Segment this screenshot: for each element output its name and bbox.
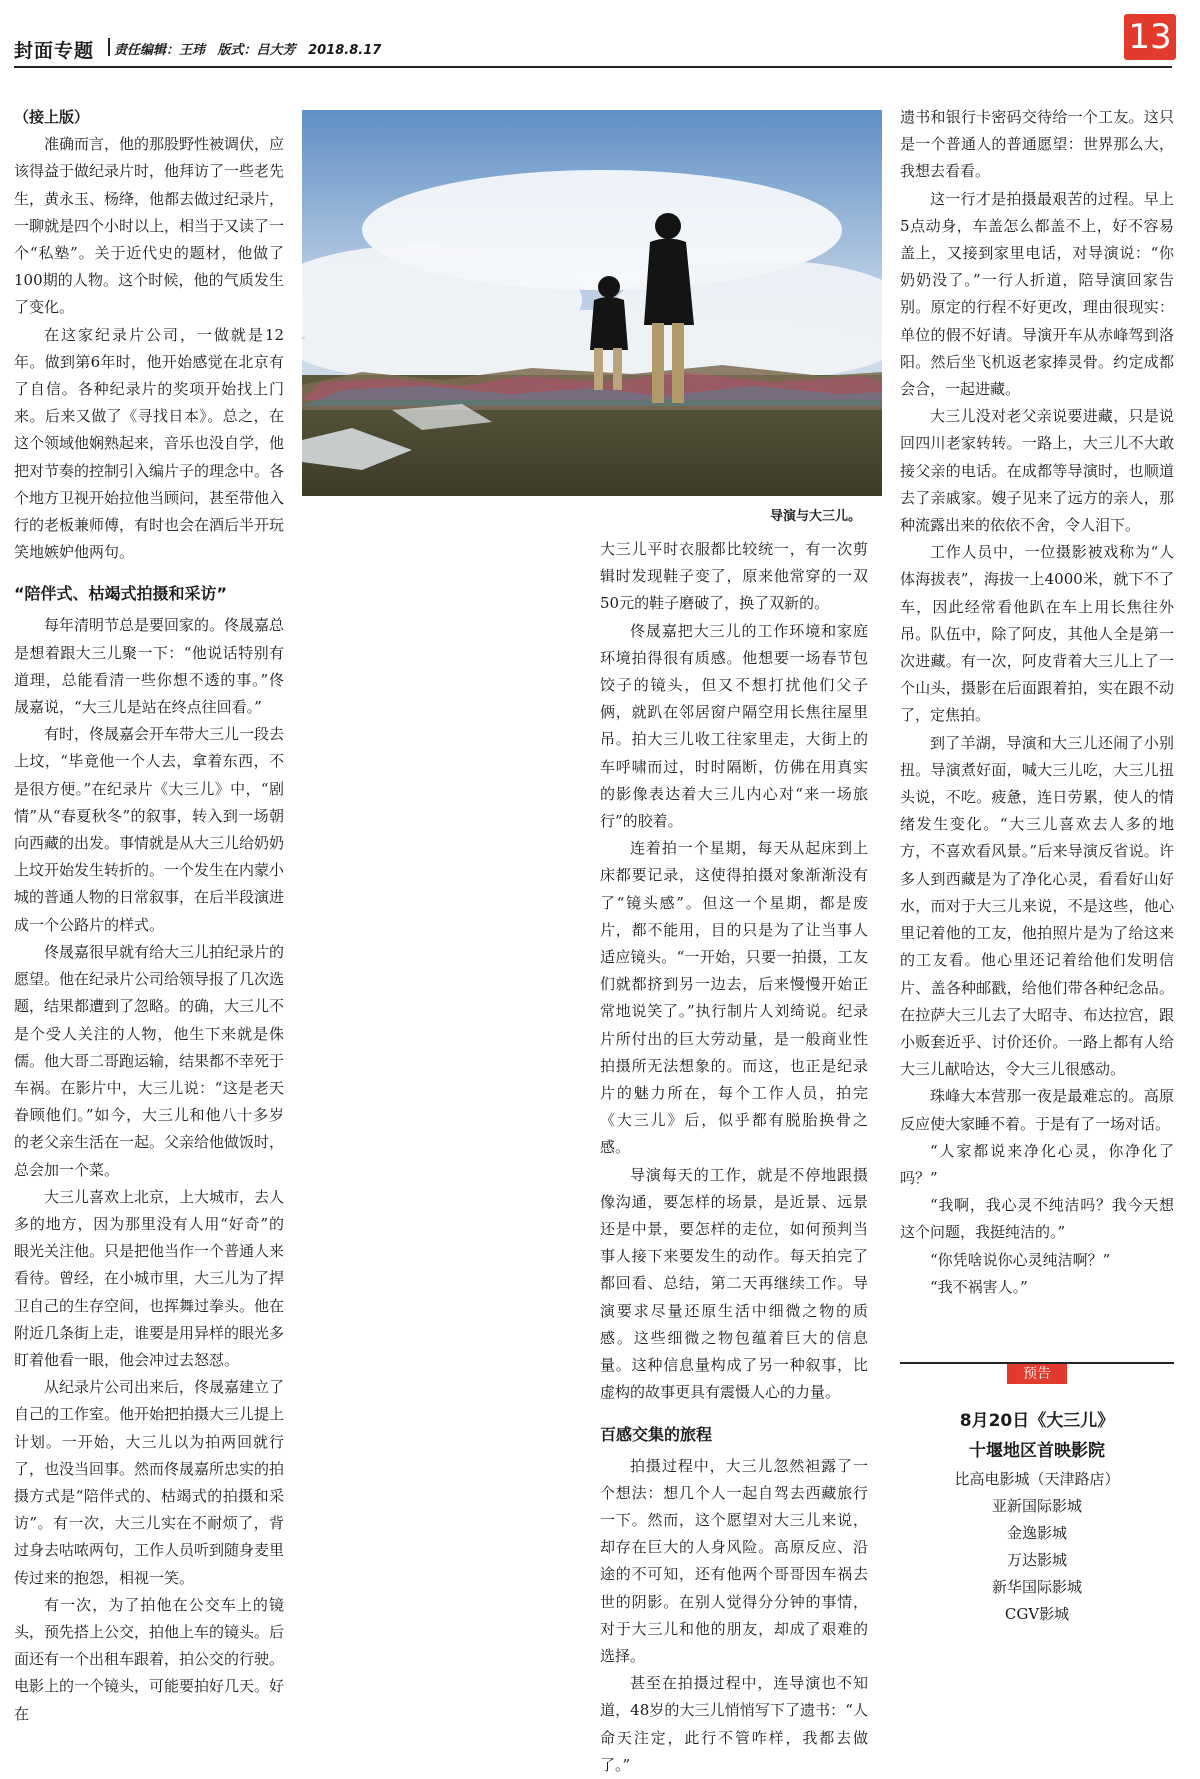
- paragraph: “我啊，我心灵不纯洁吗？我今天想这个问题，我挺纯洁的。”: [900, 1196, 1174, 1242]
- paragraph: 甚至在拍摄过程中，连导演也不知道，48岁的大三儿悄悄写下了遗书：“人命天注定，此行不管咋样，我都去做了。”: [600, 1674, 868, 1774]
- paragraph: 在这家纪录片公司，一做就是12年。做到第6年时，他开始感觉在北京有了自信。各种纪录片的奖项开始找上门来。后来又做了《寻找日本》。总之，在这个领域他娴熟起来，音乐也没自学，他把对节奏的控制引入编片子的理念中。各个地方卫视开始拉他当顾问，甚至带他入行的老板兼师傅，有时也会在酒后半开玩笑地嫉妒他两句。: [14, 325, 285, 562]
- paragraph: 佟晟嘉把大三儿的工作环境和家庭环境拍得很有质感。他想要一场春节包饺子的镜头，但又不想打扰他们父子俩，就趴在邻居窗户隔空用长焦往屋里吊。拍大三儿收工往家里走，大街上的车呼啸而过，时时隔断，仿佛在用真实的影像表达着大三儿内心对“来一场旅行”的胶着。: [600, 621, 868, 831]
- paragraph: “你凭啥说你心灵纯洁啊？”: [930, 1250, 1111, 1269]
- column-2: [600, 536, 868, 1779]
- paragraph: 大三儿没对老父亲说要进藏，只是说回四川老家转转。一路上，大三儿不大敢接父亲的电话。在成都等导演时，也顺道去了亲戚家。嫂子见来了远方的亲人，那种流露出来的依依不舍，令人泪下。: [900, 407, 1174, 535]
- column-1: [14, 104, 284, 1728]
- paragraph: 遗书和银行卡密码交待给一个工友。这只是一个普通人的普通愿望：世界那么大，我想去看看。: [900, 108, 1174, 181]
- cinema-item: CGV影城: [1004, 1605, 1070, 1623]
- paragraph: 到了羊湖，导演和大三儿还闹了小别扭。导演煮好面，喊大三儿吃，大三儿扭头说，不吃。疲惫，连日劳累，使人的情绪发生变化。“大三儿喜欢去人多的地方，不喜欢看风景。”后来导演反省说。许多人到西藏是为了净化心灵，看看好山好水，而对于大三儿来说，不是这些，他心里记着他的工友，他拍照片是为了给这来的工友看。他心里还记着给他们发明信片、盖各种邮戳，给他们带各种纪念品。在拉萨大三儿去了大昭寺、布达拉宫，跟小贩套近乎、讨价还价。一路上都有人给大三儿献哈达，令大三儿很感动。: [900, 733, 1174, 1079]
- paragraph: 大三儿喜欢上北京，上大城市，去人多的地方，因为那里没有人用“好奇”的眼光关注他。只是把他当作一个普通人来看待。曾经，在小城市里，大三儿为了捍卫自己的生存空间，也挥舞过拳头。他在附近几条街上走，谁要是用异样的眼光多盯着他看一眼，他会冲过去怒怼。: [14, 1187, 285, 1369]
- preview-title: 8月20日《大三儿》: [959, 1411, 1115, 1431]
- paragraph: 有时，佟晟嘉会开车带大三儿一段去上坟，“毕竟他一个人去，拿着东西，不是很方便。”在纪录片《大三儿》中，“剧情”从“春夏秋冬”的叙事，转入到一场朝向西藏的出发。事情就是从大三儿给奶奶上坟开始发生转折的。一个发生在内蒙小城的普通人物的日常叙事，在后半段演进成一个公路片的样式。: [14, 725, 285, 934]
- paragraph: 每年清明节总是要回家的。佟晟嘉总是想着跟大三儿聚一下：“他说话特别有道理，总能看清一些你想不透的事。”佟晟嘉说，“大三儿是站在终点往回看。”: [14, 616, 285, 717]
- header-divider: [108, 38, 110, 56]
- paragraph: “我不祸害人。”: [930, 1277, 1028, 1296]
- photo-caption: 导演与大三儿。: [770, 509, 862, 524]
- paragraph: 从纪录片公司出来后，佟晟嘉建立了自己的工作室。他开始把拍摄大三儿提上计划。一开始，大三儿以为拍两回就行了，也没当回事。然而佟晟嘉所忠实的拍摄方式是“陪伴式的、枯竭式的拍摄和采访”。有一次，大三儿实在不耐烦了，背过身去咕哝两句，工作人员听到随身麦里传过来的抱怨，相视一笑。: [14, 1378, 285, 1587]
- preview-tag: 预告: [1007, 1364, 1067, 1384]
- section-title: 封面专题: [14, 40, 95, 62]
- page-number: 13: [1124, 14, 1176, 60]
- paragraph: 这一行才是拍摄最艰苦的过程。早上5点动身，车盖怎么都盖不上，好不容易盖上，又接到家里电话，对导演说：“你奶奶没了。”一行人折道，陪导演回家告别。原定的行程不好更改，理由很现实：单位的假不好请。导演开车从赤峰驾到洛阳。然后坐飞机返老家捧灵骨。约定成都会合，一起进藏。: [900, 189, 1174, 399]
- paragraph: 工作人员中，一位摄影被戏称为“人体海拔表”，海拔一上4000米，就下不了车，因此经常看他趴在车上用长焦往外吊。队伍中，除了阿皮，其他人全是第一次进藏。有一次，阿皮背着大三儿上了一个山头，摄影在后面跟着拍，实在跟不动了，定焦拍。: [900, 543, 1174, 725]
- cinema-item: 亚新国际影城: [991, 1497, 1082, 1515]
- photo-illustration: [302, 110, 882, 496]
- cinema-item: 新华国际影城: [991, 1578, 1082, 1596]
- cinema-item: 万达影城: [1006, 1551, 1067, 1569]
- page-header: [14, 0, 1172, 68]
- cinema-item: 比高电影城（天津路店）: [954, 1470, 1120, 1488]
- paragraph: 有一次，为了拍他在公交车上的镜头，预先搭上公交，拍他上车的镜头。后面还有一个出租车跟着，拍公交的行驶。电影上的一个镜头，可能要拍好几天。好在: [14, 1595, 285, 1723]
- paragraph: 佟晟嘉很早就有给大三儿拍纪录片的愿望。他在纪录片公司给领导报了几次选题，结果都遭到了忽略。的确，大三儿不是个受人关注的人物，他生下来就是侏儒。他大哥二哥跑运输，结果都不幸死于车祸。在影片中，大三儿说：“这是老天眷顾他们。”如今，大三儿和他八十多岁的老父亲生活在一起。父亲给他做饭时，总会加一个菜。: [14, 942, 285, 1179]
- paragraph: 导演每天的工作，就是不停地跟摄像沟通，要怎样的场景，是近景、远景还是中景，要怎样的走位，如何预判当事人接下来要发生的动作。每天拍完了都回看、总结，第二天再继续工作。导演要求尽量还原生活中细微之物的质感。这些细微之物包蕴着巨大的信息量。这种信息量构成了另一种叙事，比虚构的故事更具有震慑人心的力量。: [600, 1165, 868, 1402]
- cinema-item: 金逸影城: [1006, 1524, 1067, 1542]
- layout-credit: 版式：吕大芳: [217, 43, 296, 58]
- paragraph: 连着拍一个星期，每天从起床到上床都要记录，这使得拍摄对象渐渐没有了“镜头感”。但这一个星期，都是废片，都不能用，目的只是为了让当事人适应镜头。“一开始，只要一拍摄，工友们就都挤到另一边去，后来慢慢开始正常地说笑了。”执行制片人刘绮说。纪录片所付出的巨大劳动量，是一般商业性拍摄所无法想象的。而这，也正是纪录片的魅力所在，每个工作人员，拍完《大三儿》后，似乎都有脱胎换骨之感。: [600, 839, 868, 1157]
- photo-director-and-dasaner: [302, 110, 882, 496]
- paragraph: 大三儿平时衣服都比较统一，有一次剪辑时发现鞋子变了，原来他常穿的一双50元的鞋子磨破了，换了双新的。: [600, 540, 868, 613]
- paragraph: 拍摄过程中，大三儿忽然袒露了一个想法：想几个人一起自驾去西藏旅行一下。然而，这个愿望对大三儿来说，却存在巨大的人身风险。高原反应、沿途的不可知，还有他两个哥哥因车祸去世的阴影。在别人觉得分分钟的事情，对于大三儿和他的朋友，却成了艰难的选择。: [600, 1456, 868, 1665]
- paragraph: 珠峰大本营那一夜是最难忘的。高原反应使大家睡不着。于是有了一场对话。: [900, 1087, 1174, 1133]
- preview-subtitle: 十堰地区首映影院: [969, 1441, 1105, 1461]
- editor-credit: 责任编辑：王玮: [114, 43, 206, 58]
- column-3: [900, 104, 1174, 1301]
- screening-preview: [900, 1362, 1174, 1628]
- paragraph: 准确而言，他的那股野性被调伏，应该得益于做纪录片时，他拜访了一些老先生，黄永玉、杨绛，他都去做过纪录片，一聊就是四个小时以上，相当于又读了一个“私塾”。关于近代史的题材，他做了100期的人物。这个时候，他的气质发生了变化。: [14, 135, 285, 317]
- section-heading: “陪伴式、枯竭式拍摄和采访”: [14, 584, 228, 604]
- issue-date: 2018.8.17: [308, 43, 382, 58]
- section-heading: 百感交集的旅程: [600, 1424, 713, 1444]
- header-credits: [114, 39, 389, 58]
- continued-note: （接上版）: [14, 108, 90, 126]
- paragraph: “人家都说来净化心灵，你净化了吗？”: [900, 1141, 1174, 1187]
